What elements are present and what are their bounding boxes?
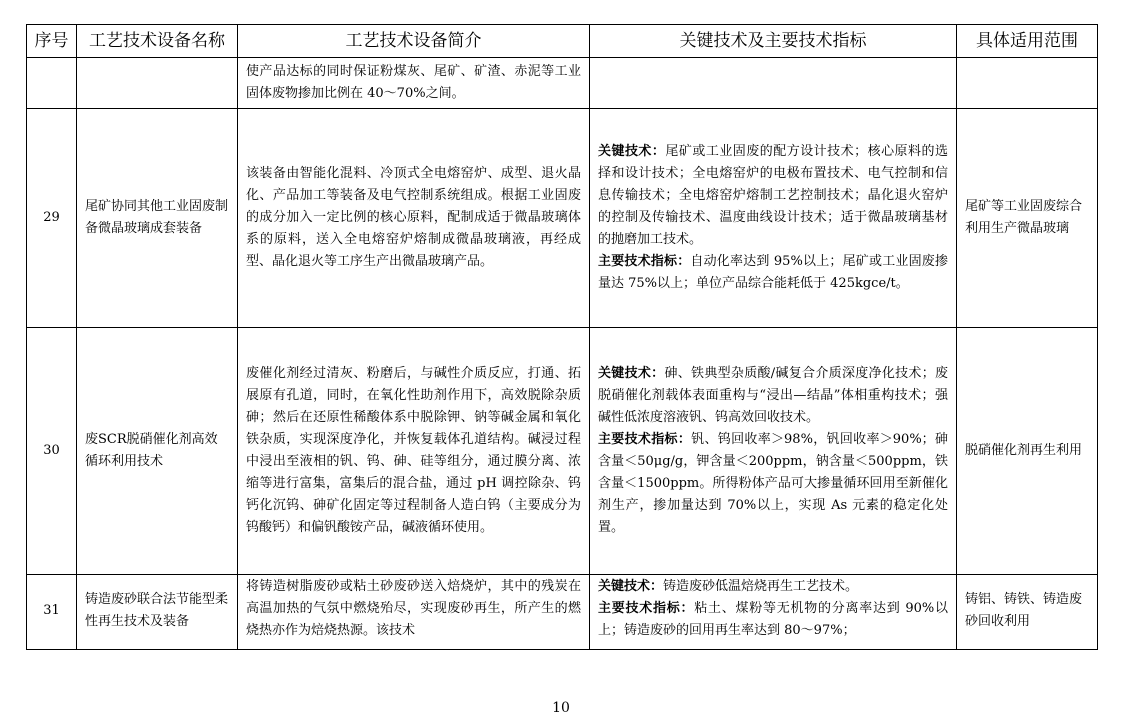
table-row-continued bbox=[27, 58, 1098, 109]
cell-name bbox=[77, 58, 238, 109]
cell-number: 31 bbox=[27, 575, 77, 650]
cell-scope: 铸铝、铸铁、铸造废砂回收利用 bbox=[957, 575, 1098, 650]
cell-key-tech bbox=[590, 109, 957, 328]
key-tech-label: 关键技术： bbox=[598, 579, 664, 594]
indicator-text: 粘土、煤粉等无机物的分离率达到 90%以上；铸造废砂的回用再生率达到 80～97%； bbox=[598, 601, 948, 638]
cell-description: 废催化剂经过清灰、粉磨后，与碱性介质反应，打通、拓展原有孔道，同时，在氧化性助剂作用下，高效脱除杂质砷；然后在还原性稀酸体系中脱除钾、钠等碱金属和氧化铁杂质，实现深度净化，并恢复载体孔道结构。碱浸过程中浸出至液相的钒、钨、砷、硅等组分，通过膜分离、浓缩等进行富集，富集后的混合盐，通过 pH 调控除杂、钨钙化沉钨、砷矿化固定等过程制备人造白钨（主要成分为钨酸钙）和偏钒酸铵产品，碱液循环使用。 bbox=[238, 328, 590, 575]
table-header-row bbox=[27, 25, 1098, 58]
page-number: 10 bbox=[552, 700, 570, 716]
indicator-label: 主要技术指标： bbox=[598, 254, 691, 269]
key-tech-label: 关键技术： bbox=[598, 144, 666, 159]
header-number: 序号 bbox=[27, 25, 77, 58]
indicator-text: 自动化率达到 95%以上；尾矿或工业固废掺量达 75%以上；单位产品综合能耗低于 425kgce/t。 bbox=[598, 254, 948, 291]
indicator-text: 钒、钨回收率＞98%，钒回收率＞90%；砷含量＜50μg/g，钾含量＜200ppm，钠含量＜500ppm，铁含量＜1500ppm。所得粉体产品可大掺量循环回用至新催化剂生产，掺加量达到 70%以上，实现 As 元素的稳定化处置。 bbox=[598, 432, 948, 535]
cell-key-tech bbox=[590, 575, 957, 650]
table-row bbox=[27, 328, 1098, 575]
cell-number bbox=[27, 58, 77, 109]
cell-scope bbox=[957, 58, 1098, 109]
technology-table bbox=[26, 24, 1098, 650]
key-tech-text: 铸造废砂低温焙烧再生工艺技术。 bbox=[663, 579, 859, 594]
indicator-label: 主要技术指标： bbox=[598, 601, 695, 616]
cell-description: 使产品达标的同时保证粉煤灰、尾矿、矿渣、赤泥等工业固体废物掺加比例在 40～70%之间。 bbox=[238, 58, 590, 109]
table-row bbox=[27, 109, 1098, 328]
table-row bbox=[27, 575, 1098, 650]
indicator-label: 主要技术指标： bbox=[598, 432, 692, 447]
cell-description: 该装备由智能化混料、冷顶式全电熔窑炉、成型、退火晶化、产品加工等装备及电气控制系统组成。根据工业固废的成分加入一定比例的核心原料，配制成适于微晶玻璃体系的原料，送入全电熔窑炉熔制成微晶玻璃液，再经成型、晶化退火等工序生产出微晶玻璃产品。 bbox=[238, 109, 590, 328]
cell-number: 29 bbox=[27, 109, 77, 328]
key-tech-text: 尾矿或工业固废的配方设计技术；核心原料的选择和设计技术；全电熔窑炉的电极布置技术、电气控制和信息传输技术；全电熔窑炉熔制工艺控制技术；晶化退火窑炉的控制及传输技术、温度曲线设计技术；适于微晶玻璃基材的抛磨加工技术。 bbox=[598, 144, 948, 247]
cell-name: 废SCR脱硝催化剂高效循环利用技术 bbox=[77, 328, 238, 575]
cell-name: 尾矿协同其他工业固废制备微晶玻璃成套装备 bbox=[77, 109, 238, 328]
header-scope: 具体适用范围 bbox=[957, 25, 1098, 58]
header-key-tech: 关键技术及主要技术指标 bbox=[590, 25, 957, 58]
key-tech-text: 砷、铁典型杂质酸/碱复合介质深度净化技术；废脱硝催化剂载体表面重构与“浸出—结晶”体相重构技术；强碱性低浓度溶液钒、钨高效回收技术。 bbox=[598, 366, 948, 425]
header-description: 工艺技术设备简介 bbox=[238, 25, 590, 58]
cell-number: 30 bbox=[27, 328, 77, 575]
key-tech-label: 关键技术： bbox=[598, 366, 665, 381]
cell-scope: 尾矿等工业固废综合利用生产微晶玻璃 bbox=[957, 109, 1098, 328]
cell-name: 铸造废砂联合法节能型柔性再生技术及装备 bbox=[77, 575, 238, 650]
header-name: 工艺技术设备名称 bbox=[77, 25, 238, 58]
cell-key-tech bbox=[590, 58, 957, 109]
cell-description: 将铸造树脂废砂或粘土砂废砂送入焙烧炉，其中的残炭在高温加热的气氛中燃烧殆尽，实现废砂再生，所产生的燃烧热亦作为焙烧热源。该技术 bbox=[238, 575, 590, 650]
cell-key-tech bbox=[590, 328, 957, 575]
cell-scope: 脱硝催化剂再生利用 bbox=[957, 328, 1098, 575]
